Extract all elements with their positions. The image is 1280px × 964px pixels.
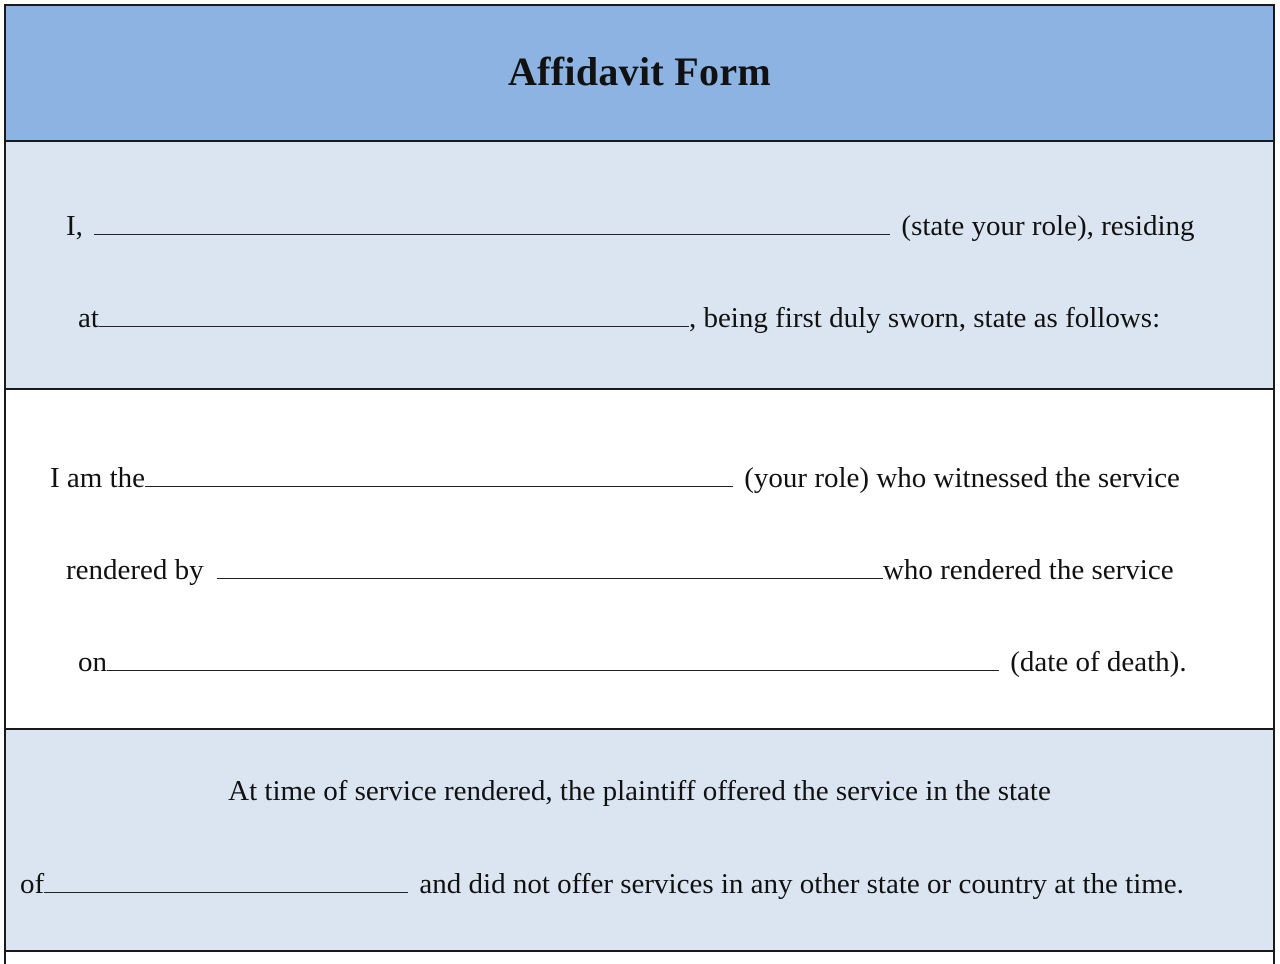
date-suffix: (date of death). [1010,646,1187,678]
form-title: Affidavit Form [507,49,772,94]
state-prefix: of [20,868,45,900]
witness-section [6,390,1273,730]
affidavit-form [4,4,1275,964]
state-line [20,866,1184,901]
declarant-suffix: (state your role), residing [901,210,1195,242]
date-prefix: on [78,646,107,678]
witness-role-field[interactable] [145,460,733,487]
residence-prefix: at [78,302,99,334]
residence-suffix: , being first duly sworn, state as follows: [688,302,1161,334]
state-statement: At time of service rendered, the plaintiff offered the service in the state [228,775,1051,807]
rendered-by-suffix: who rendered the service [882,554,1174,586]
witness-role-prefix: I am the [50,462,146,494]
form-header [6,6,1273,142]
residence-address-field[interactable] [99,300,689,327]
date-field[interactable] [107,644,999,671]
declarant-line [66,208,1195,243]
state-suffix: and did not offer services in any other state or country at the time. [419,868,1184,900]
state-field[interactable] [44,866,408,893]
rendered-by-line [66,552,1174,587]
residence-line [78,300,1160,335]
declarant-name-field[interactable] [94,208,890,235]
rendered-by-field[interactable] [217,552,883,579]
date-line [78,644,1187,679]
state-section [6,730,1273,952]
witness-role-suffix: (your role) who witnessed the service [744,462,1180,494]
declarant-section [6,142,1273,390]
rendered-by-prefix: rendered by [66,554,204,586]
declarant-prefix: I, [66,210,83,242]
witness-role-line [50,460,1180,495]
